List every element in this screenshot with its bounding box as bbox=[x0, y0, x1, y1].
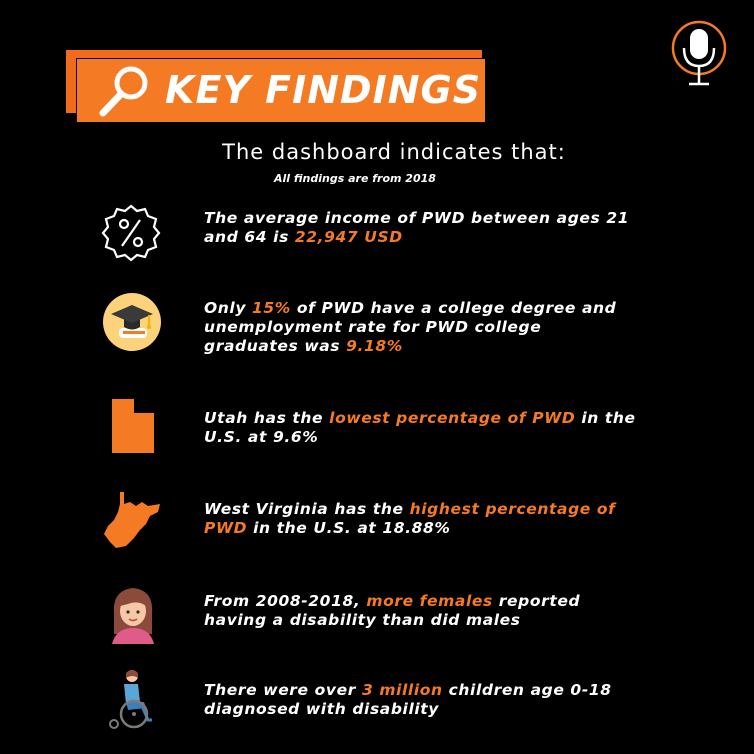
percent-badge-icon bbox=[100, 202, 162, 264]
subtitle: The dashboard indicates that: bbox=[222, 140, 566, 164]
finding-line: West Virginia has the highest percentage of bbox=[204, 500, 616, 518]
finding-line: PWD in the U.S. at 18.88% bbox=[204, 519, 451, 537]
highlight: more females bbox=[366, 592, 493, 610]
finding-line: Only 15% of PWD have a college degree and bbox=[204, 299, 617, 317]
finding-line: and 64 is 22,947 USD bbox=[204, 228, 403, 246]
magnifier-icon bbox=[95, 63, 155, 119]
utah-map-icon bbox=[110, 397, 156, 455]
finding-line: The average income of PWD between ages 21 bbox=[204, 209, 630, 227]
finding-line: having a disability than did males bbox=[204, 611, 521, 629]
finding-line: U.S. at 9.6% bbox=[204, 428, 319, 446]
highlight: 15% bbox=[252, 299, 291, 317]
highlight: PWD bbox=[204, 519, 248, 537]
finding-line: diagnosed with disability bbox=[204, 700, 439, 718]
date-note: All findings are from 2018 bbox=[274, 172, 436, 185]
finding-line: There were over 3 million children age 0-18 bbox=[204, 681, 612, 699]
highlight: lowest percentage of PWD bbox=[329, 409, 576, 427]
highlight: 3 million bbox=[361, 681, 443, 699]
graduation-cap-icon bbox=[102, 292, 162, 352]
finding-line: Utah has the lowest percentage of PWD in the bbox=[204, 409, 636, 427]
title-banner bbox=[76, 58, 486, 123]
highlight: 9.18% bbox=[346, 337, 403, 355]
finding-line: graduates was 9.18% bbox=[204, 337, 403, 355]
wheelchair-user-icon bbox=[104, 668, 164, 730]
highlight: highest percentage of bbox=[409, 500, 616, 518]
microphone-icon bbox=[670, 20, 728, 88]
page-title: KEY FINDINGS bbox=[165, 68, 482, 112]
highlight: 22,947 USD bbox=[294, 228, 403, 246]
west-virginia-map-icon bbox=[100, 490, 164, 550]
woman-avatar-icon bbox=[108, 584, 158, 644]
finding-line: From 2008-2018, more females reported bbox=[204, 592, 581, 610]
finding-line: unemployment rate for PWD college bbox=[204, 318, 542, 336]
